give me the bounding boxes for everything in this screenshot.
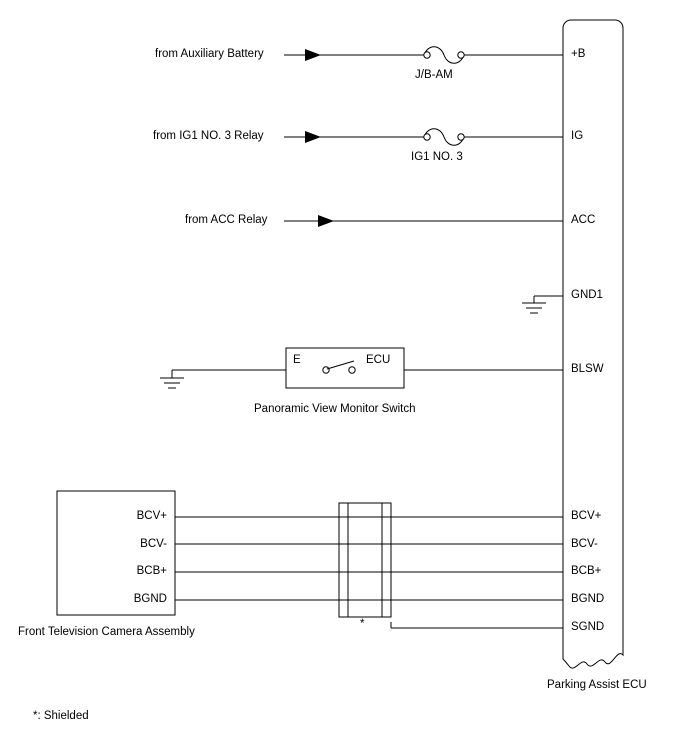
shield-marker: * — [360, 618, 365, 630]
arrow-ig — [305, 131, 321, 143]
ecu-terminal-bcb-plus: BCB+ — [571, 565, 602, 577]
camera-terminal-bcv-minus: BCV- — [140, 538, 167, 550]
ecu-terminal-blsw: BLSW — [571, 363, 604, 375]
arrow-acc — [318, 215, 334, 227]
fuse-label-jb-am: J/B-AM — [415, 69, 453, 81]
camera-terminal-bcb-plus: BCB+ — [136, 565, 167, 577]
fuse-jb-am-node-right — [458, 52, 464, 58]
source-label-ig1-no3-relay: from IG1 NO. 3 Relay — [153, 130, 264, 142]
ecu-terminal-plus-b: +B — [571, 48, 586, 60]
switch-terminal-e: E — [293, 354, 301, 366]
switch-name: Panoramic View Monitor Switch — [254, 403, 416, 415]
ecu-terminal-sgnd: SGND — [571, 621, 605, 633]
fuse-jb-am-node-left — [424, 52, 430, 58]
ecu-terminal-gnd1: GND1 — [571, 289, 603, 301]
ecu-terminal-ig: IG — [571, 130, 584, 142]
fuse-label-ig1-no3: IG1 NO. 3 — [411, 151, 463, 163]
source-label-acc-relay: from ACC Relay — [185, 214, 268, 226]
switch-contact-left — [323, 367, 329, 373]
fuse-ig1-no3-node-right — [458, 134, 464, 140]
switch-terminal-ecu: ECU — [366, 354, 391, 366]
ecu-terminal-bgnd: BGND — [571, 593, 605, 605]
ecu-terminal-acc: ACC — [571, 214, 596, 226]
camera-name: Front Television Camera Assembly — [18, 626, 195, 638]
ecu-terminal-bcv-plus: BCV+ — [571, 510, 602, 522]
switch-contact-right — [349, 367, 355, 373]
camera-terminal-bgnd: BGND — [133, 593, 167, 605]
footnote-shielded: *: Shielded — [33, 710, 89, 722]
arrow-plus-b — [305, 49, 321, 61]
fuse-ig1-no3-node-left — [424, 134, 430, 140]
ecu-terminal-bcv-minus: BCV- — [571, 538, 598, 550]
ecu-name: Parking Assist ECU — [547, 679, 647, 691]
camera-terminal-bcv-plus: BCV+ — [136, 510, 167, 522]
source-label-aux-battery: from Auxiliary Battery — [155, 48, 264, 60]
